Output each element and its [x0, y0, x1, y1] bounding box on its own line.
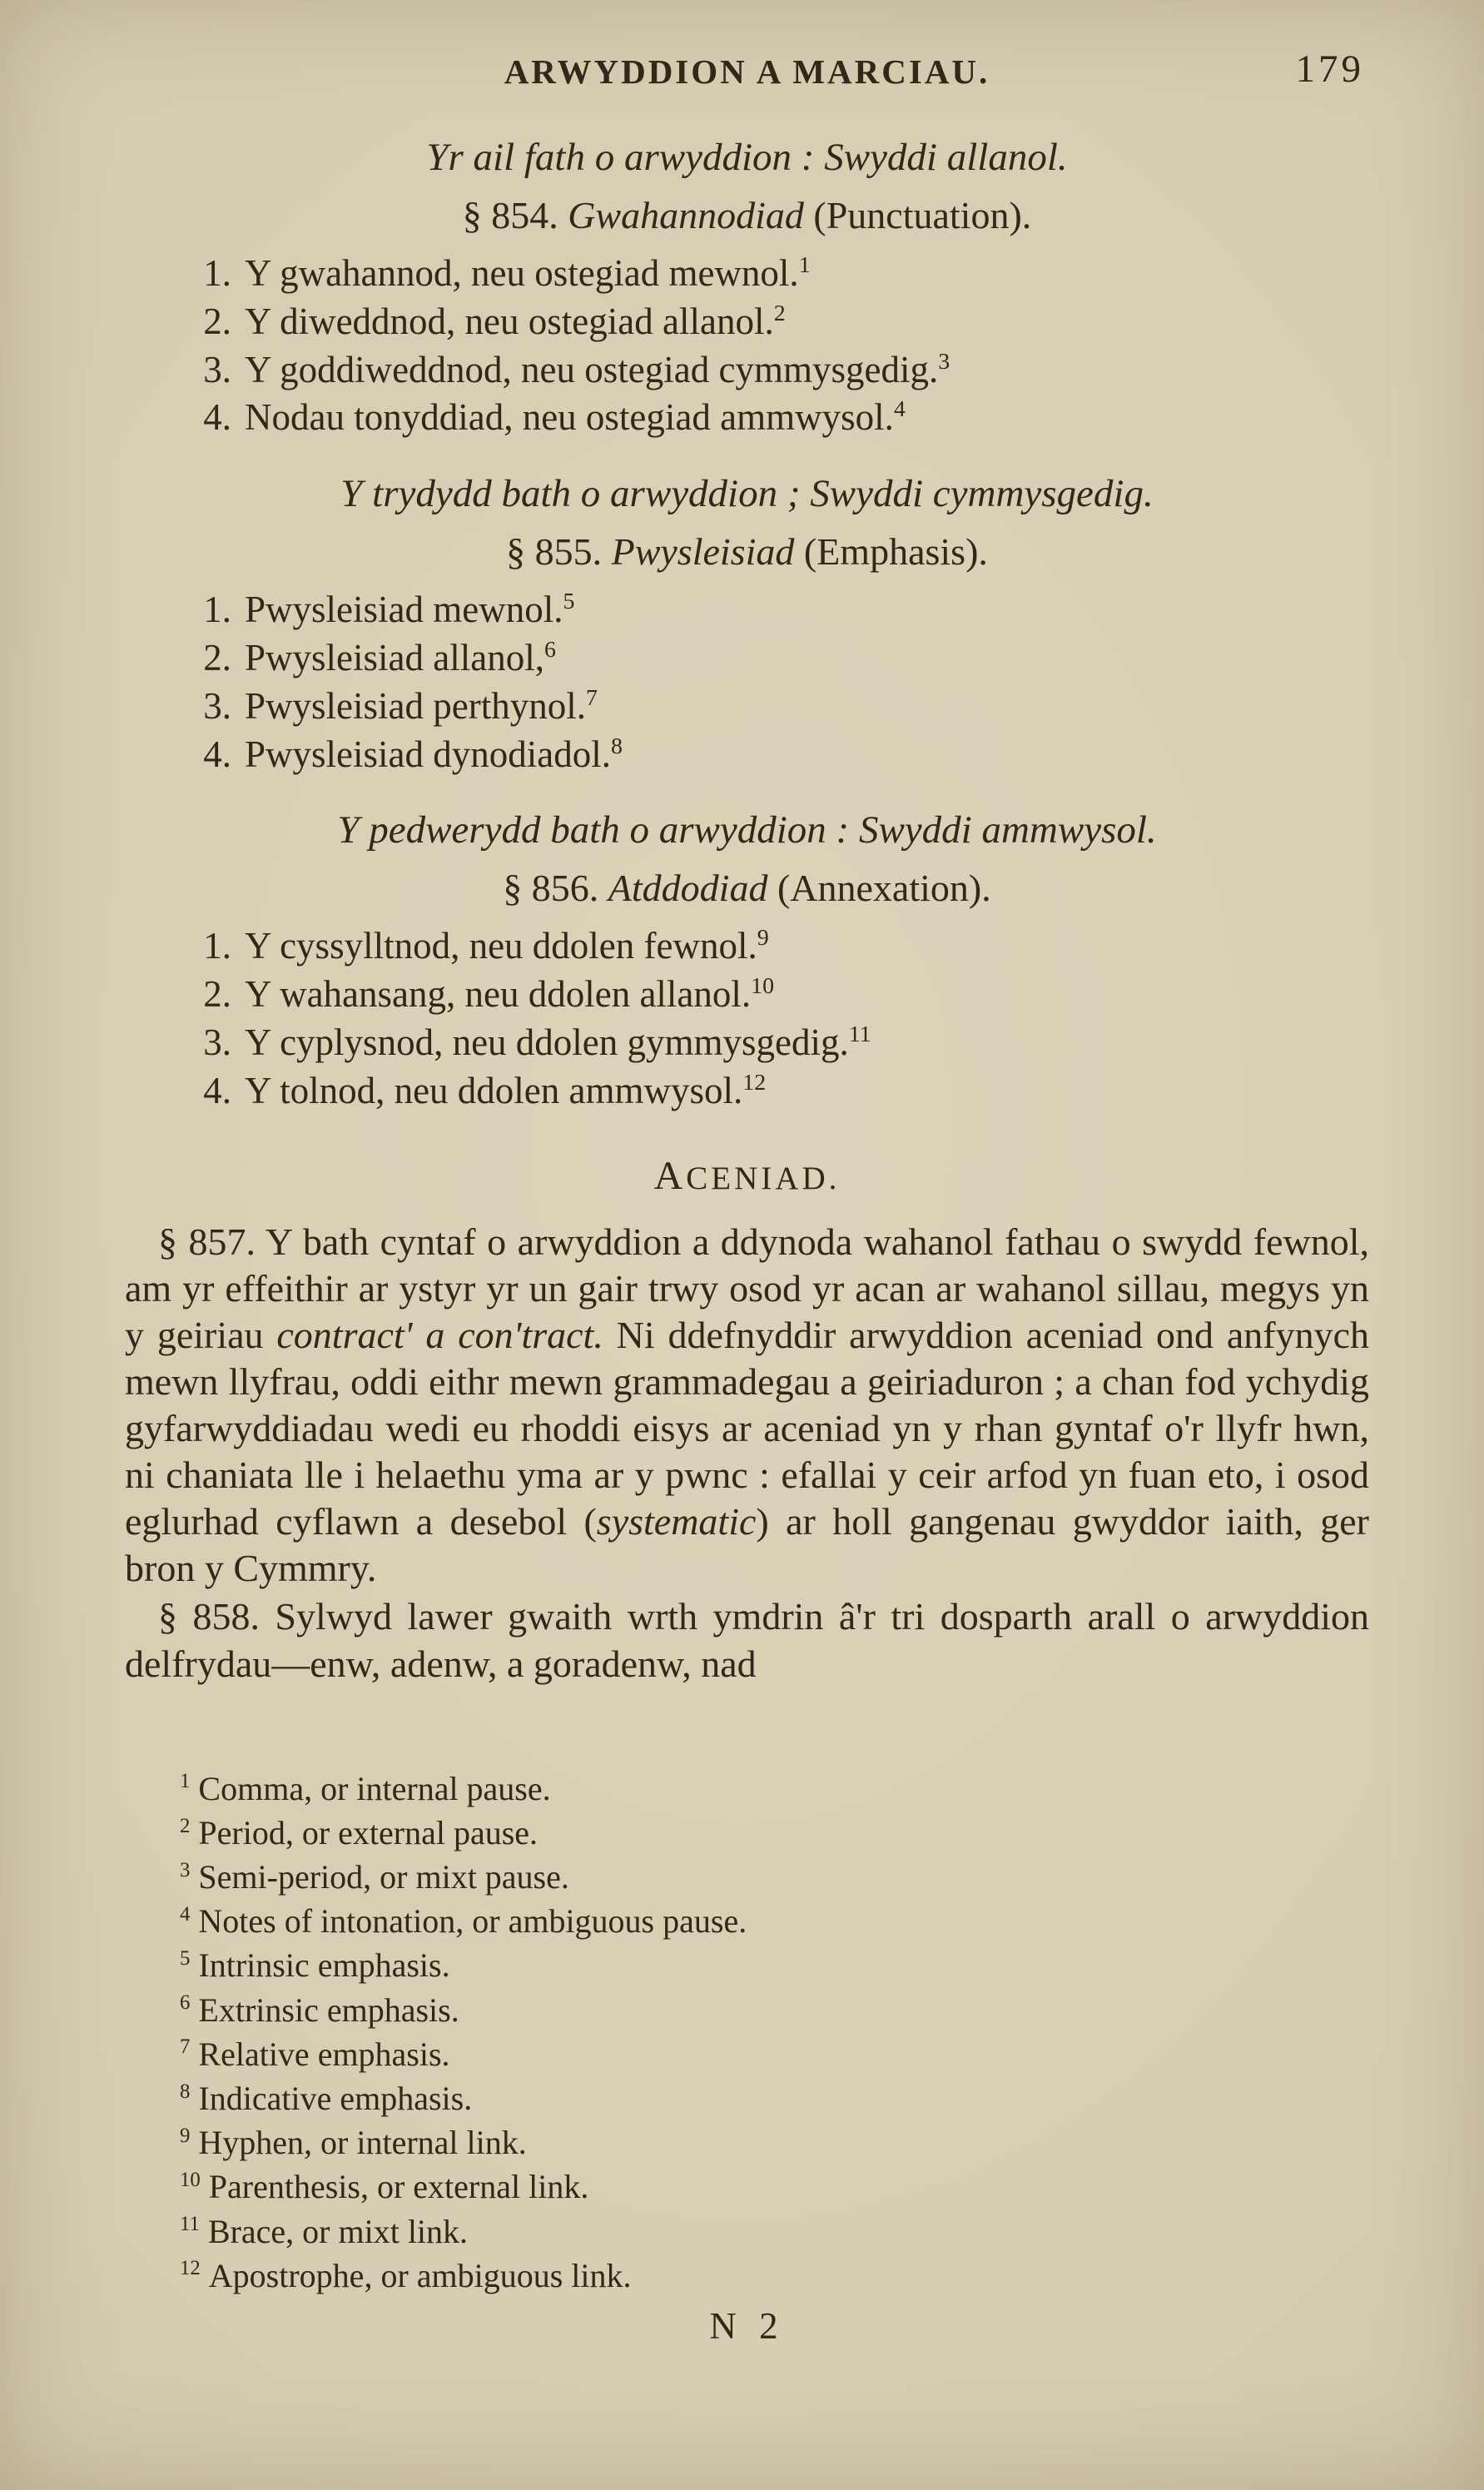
- list-item: [183, 923, 1369, 970]
- footnote-text: Intrinsic emphasis.: [198, 1946, 450, 1985]
- footnote-text: Notes of intonation, or ambiguous pause.: [198, 1902, 747, 1941]
- italic-word: systematic: [596, 1500, 757, 1543]
- list-number: 2.: [203, 300, 231, 342]
- footnote: [180, 1899, 1369, 1943]
- list-item: [183, 972, 1369, 1018]
- footnote-text: Apostrophe, or ambiguous link.: [208, 2256, 632, 2294]
- section-number-856: § 856.: [503, 867, 599, 910]
- footnote-ref: 2: [773, 300, 786, 326]
- footnote-text: Parenthesis, or external link.: [208, 2168, 589, 2206]
- list-text: Pwysleisiad dynodiadol.$^8$: [245, 733, 623, 775]
- list-number: 1.: [203, 925, 231, 967]
- footnote: [180, 1855, 1369, 1899]
- list-text: Y gwahannod, neu ostegiad mewnol.$^1$: [245, 252, 811, 294]
- footnote-marker: 9: [180, 2124, 191, 2147]
- list-item: [183, 395, 1369, 441]
- footnote-marker: 10: [180, 2169, 201, 2192]
- section-heading-856: Y pedwerydd bath o arwyddion : Swyddi ammwysol.: [337, 808, 1157, 852]
- footnote-marker: 12: [180, 2257, 201, 2280]
- paragraph-858: § 858. Sylwyd lawer gwaith wrth ymdrin â'r tri dosparth arall o arwyddion delfrydau—enw, adenw, a goradenw, nad: [125, 1595, 1369, 1685]
- list-text: Nodau tonyddiad, neu ostegiad ammwysol.$^4$: [245, 396, 906, 439]
- list-text: Y tolnod, neu ddolen ammwysol.$^{12}$: [245, 1069, 767, 1111]
- footnote-ref: 1: [798, 252, 811, 278]
- footnote-marker: 5: [180, 1947, 191, 1971]
- signature-mark: N 2: [709, 2304, 785, 2347]
- footnote-text: Extrinsic emphasis.: [198, 1991, 459, 2029]
- list-text: Y cyplysnod, neu ddolen gymmysgedig.$^{11}$: [245, 1021, 871, 1063]
- footnote-ref: 8: [610, 733, 623, 759]
- list-text: Pwysleisiad mewnol.$^5$: [245, 589, 575, 631]
- footnote: [180, 2254, 1369, 2298]
- footnote: [180, 1943, 1369, 1987]
- footnote-ref: 7: [585, 684, 598, 711]
- list-item: [183, 732, 1369, 778]
- footnote-text: Brace, or mixt link.: [207, 2212, 469, 2250]
- footnote-text: Semi-period, or mixt pause.: [198, 1858, 569, 1896]
- list-item: [183, 1068, 1369, 1115]
- paragraph-text: ) ar holl gangenau gwyddor iaith, ger bron y Cymmry.: [125, 1500, 1369, 1590]
- footnote-marker: 8: [180, 2080, 191, 2103]
- footnote-text: Period, or external pause.: [198, 1813, 539, 1851]
- list-number: 4.: [203, 1069, 231, 1111]
- subsection-heading-854: [125, 193, 1369, 237]
- running-title: ARWYDDION A MARCIAU.: [504, 52, 990, 91]
- list-number: 4.: [203, 396, 231, 439]
- section-translation-855: (Emphasis).: [803, 530, 988, 574]
- footnotes-block: [180, 1767, 1369, 2298]
- paragraph-857: [125, 1219, 1369, 1593]
- footnote-ref: 12: [742, 1069, 767, 1096]
- list-number: 3.: [203, 348, 231, 390]
- list-text: Pwysleisiad allanol,$^6$: [245, 636, 556, 678]
- paragraph-text: Ni ddefnyddir arwyddion aceniad ond anfynych mewn llyfrau, oddi eithr mewn grammadegau a geiriaduron ; a chan fod ychydig gyfarwyddiadau wedi eu rhoddi eisys ar aceniad yn y rhan gyntaf o'r llyfr hwn, ni chaniata lle i helaethu yma ar y pwnc : efallai y ceir arfod yn fuan eto, i osod eglurhad cyflawn a desebol (: [125, 1313, 1369, 1543]
- section-number-855: § 855.: [506, 530, 603, 574]
- list-item: [183, 251, 1369, 297]
- italic-phrase: contract' a con'tract.: [276, 1313, 603, 1356]
- section-translation-856: (Annexation).: [777, 867, 991, 910]
- footnote-text: Indicative emphasis.: [198, 2079, 473, 2117]
- subsection-heading-855: [125, 529, 1369, 574]
- footnote: [180, 2076, 1369, 2120]
- footnote-text: Relative emphasis.: [198, 2035, 450, 2073]
- footnote: [180, 2164, 1369, 2209]
- list-854: [183, 251, 1369, 441]
- footnote-marker: 2: [180, 1814, 191, 1837]
- list-item: [183, 347, 1369, 394]
- footnote-marker: 1: [180, 1770, 191, 1793]
- page-number: 179: [1295, 47, 1364, 91]
- footnote-text: Comma, or internal pause.: [198, 1769, 551, 1807]
- paragraph-text: § 857. Y bath cyntaf o arwyddion a ddynoda wahanol fathau o swydd fewnol, am yr effeithir ar ystyr yr un gair trwy osod yr acan ar wahanol sillau, megys yn y geiriau: [125, 1220, 1369, 1356]
- footnote-ref: 9: [757, 925, 769, 952]
- list-item: [183, 683, 1369, 730]
- section-title-855: Pwysleisiad: [611, 530, 795, 574]
- list-item: [183, 299, 1369, 345]
- list-number: 4.: [203, 733, 231, 775]
- list-item: [183, 1020, 1369, 1066]
- footnote: [180, 2209, 1369, 2254]
- footnote: [180, 1767, 1369, 1811]
- section-heading-854: Yr ail fath o arwyddion : Swyddi allanol.: [426, 136, 1068, 179]
- footnote-ref: 4: [893, 396, 906, 423]
- list-item: [183, 635, 1369, 682]
- footnote: [180, 2032, 1369, 2076]
- list-text: Pwysleisiad perthynol.$^7$: [245, 684, 598, 727]
- list-text: Y diweddnod, neu ostegiad allanol.$^2$: [245, 300, 786, 342]
- list-number: 3.: [203, 1021, 231, 1063]
- section-translation-854: (Punctuation).: [813, 194, 1032, 236]
- list-item: [183, 587, 1369, 634]
- list-856: [183, 923, 1369, 1114]
- list-text: Y goddiweddnod, neu ostegiad cymmysgedig.$^3$: [245, 348, 950, 390]
- aceniad-heading: ACENIAD.: [653, 1153, 841, 1198]
- footnote: [180, 1811, 1369, 1855]
- list-number: 2.: [203, 636, 231, 678]
- section-title-854: Gwahannodiad: [568, 194, 804, 236]
- footnote-marker: 7: [180, 2035, 191, 2059]
- footnote-marker: 6: [180, 1991, 191, 2015]
- footnote-marker: 4: [180, 1902, 191, 1926]
- list-text: Y cyssylltnod, neu ddolen fewnol.$^9$: [245, 925, 769, 967]
- section-heading-855: Y trydydd bath o arwyddion ; Swyddi cymmysgedig.: [340, 472, 1154, 516]
- footnote-ref: 3: [938, 348, 950, 375]
- footnote-ref: 11: [848, 1021, 871, 1047]
- footnote-ref: 10: [751, 973, 775, 1000]
- list-number: 1.: [203, 589, 231, 631]
- subsection-heading-856: [125, 866, 1369, 910]
- footnote-ref: 6: [543, 636, 556, 663]
- footnote-ref: 5: [563, 589, 575, 615]
- list-number: 2.: [203, 973, 231, 1016]
- list-number: 3.: [203, 684, 231, 727]
- list-text: Y wahansang, neu ddolen allanol.$^{10}$: [245, 973, 775, 1016]
- footnote-marker: 3: [180, 1858, 191, 1881]
- list-number: 1.: [203, 252, 231, 294]
- list-855: [183, 587, 1369, 778]
- footnote-text: Hyphen, or internal link.: [198, 2124, 527, 2162]
- footnote: [180, 1988, 1369, 2032]
- section-title-856: Atddodiad: [608, 867, 768, 910]
- footnote: [180, 2120, 1369, 2164]
- page-header: [125, 47, 1369, 100]
- section-number-854: § 854.: [462, 194, 558, 236]
- footnote-marker: 11: [180, 2213, 200, 2236]
